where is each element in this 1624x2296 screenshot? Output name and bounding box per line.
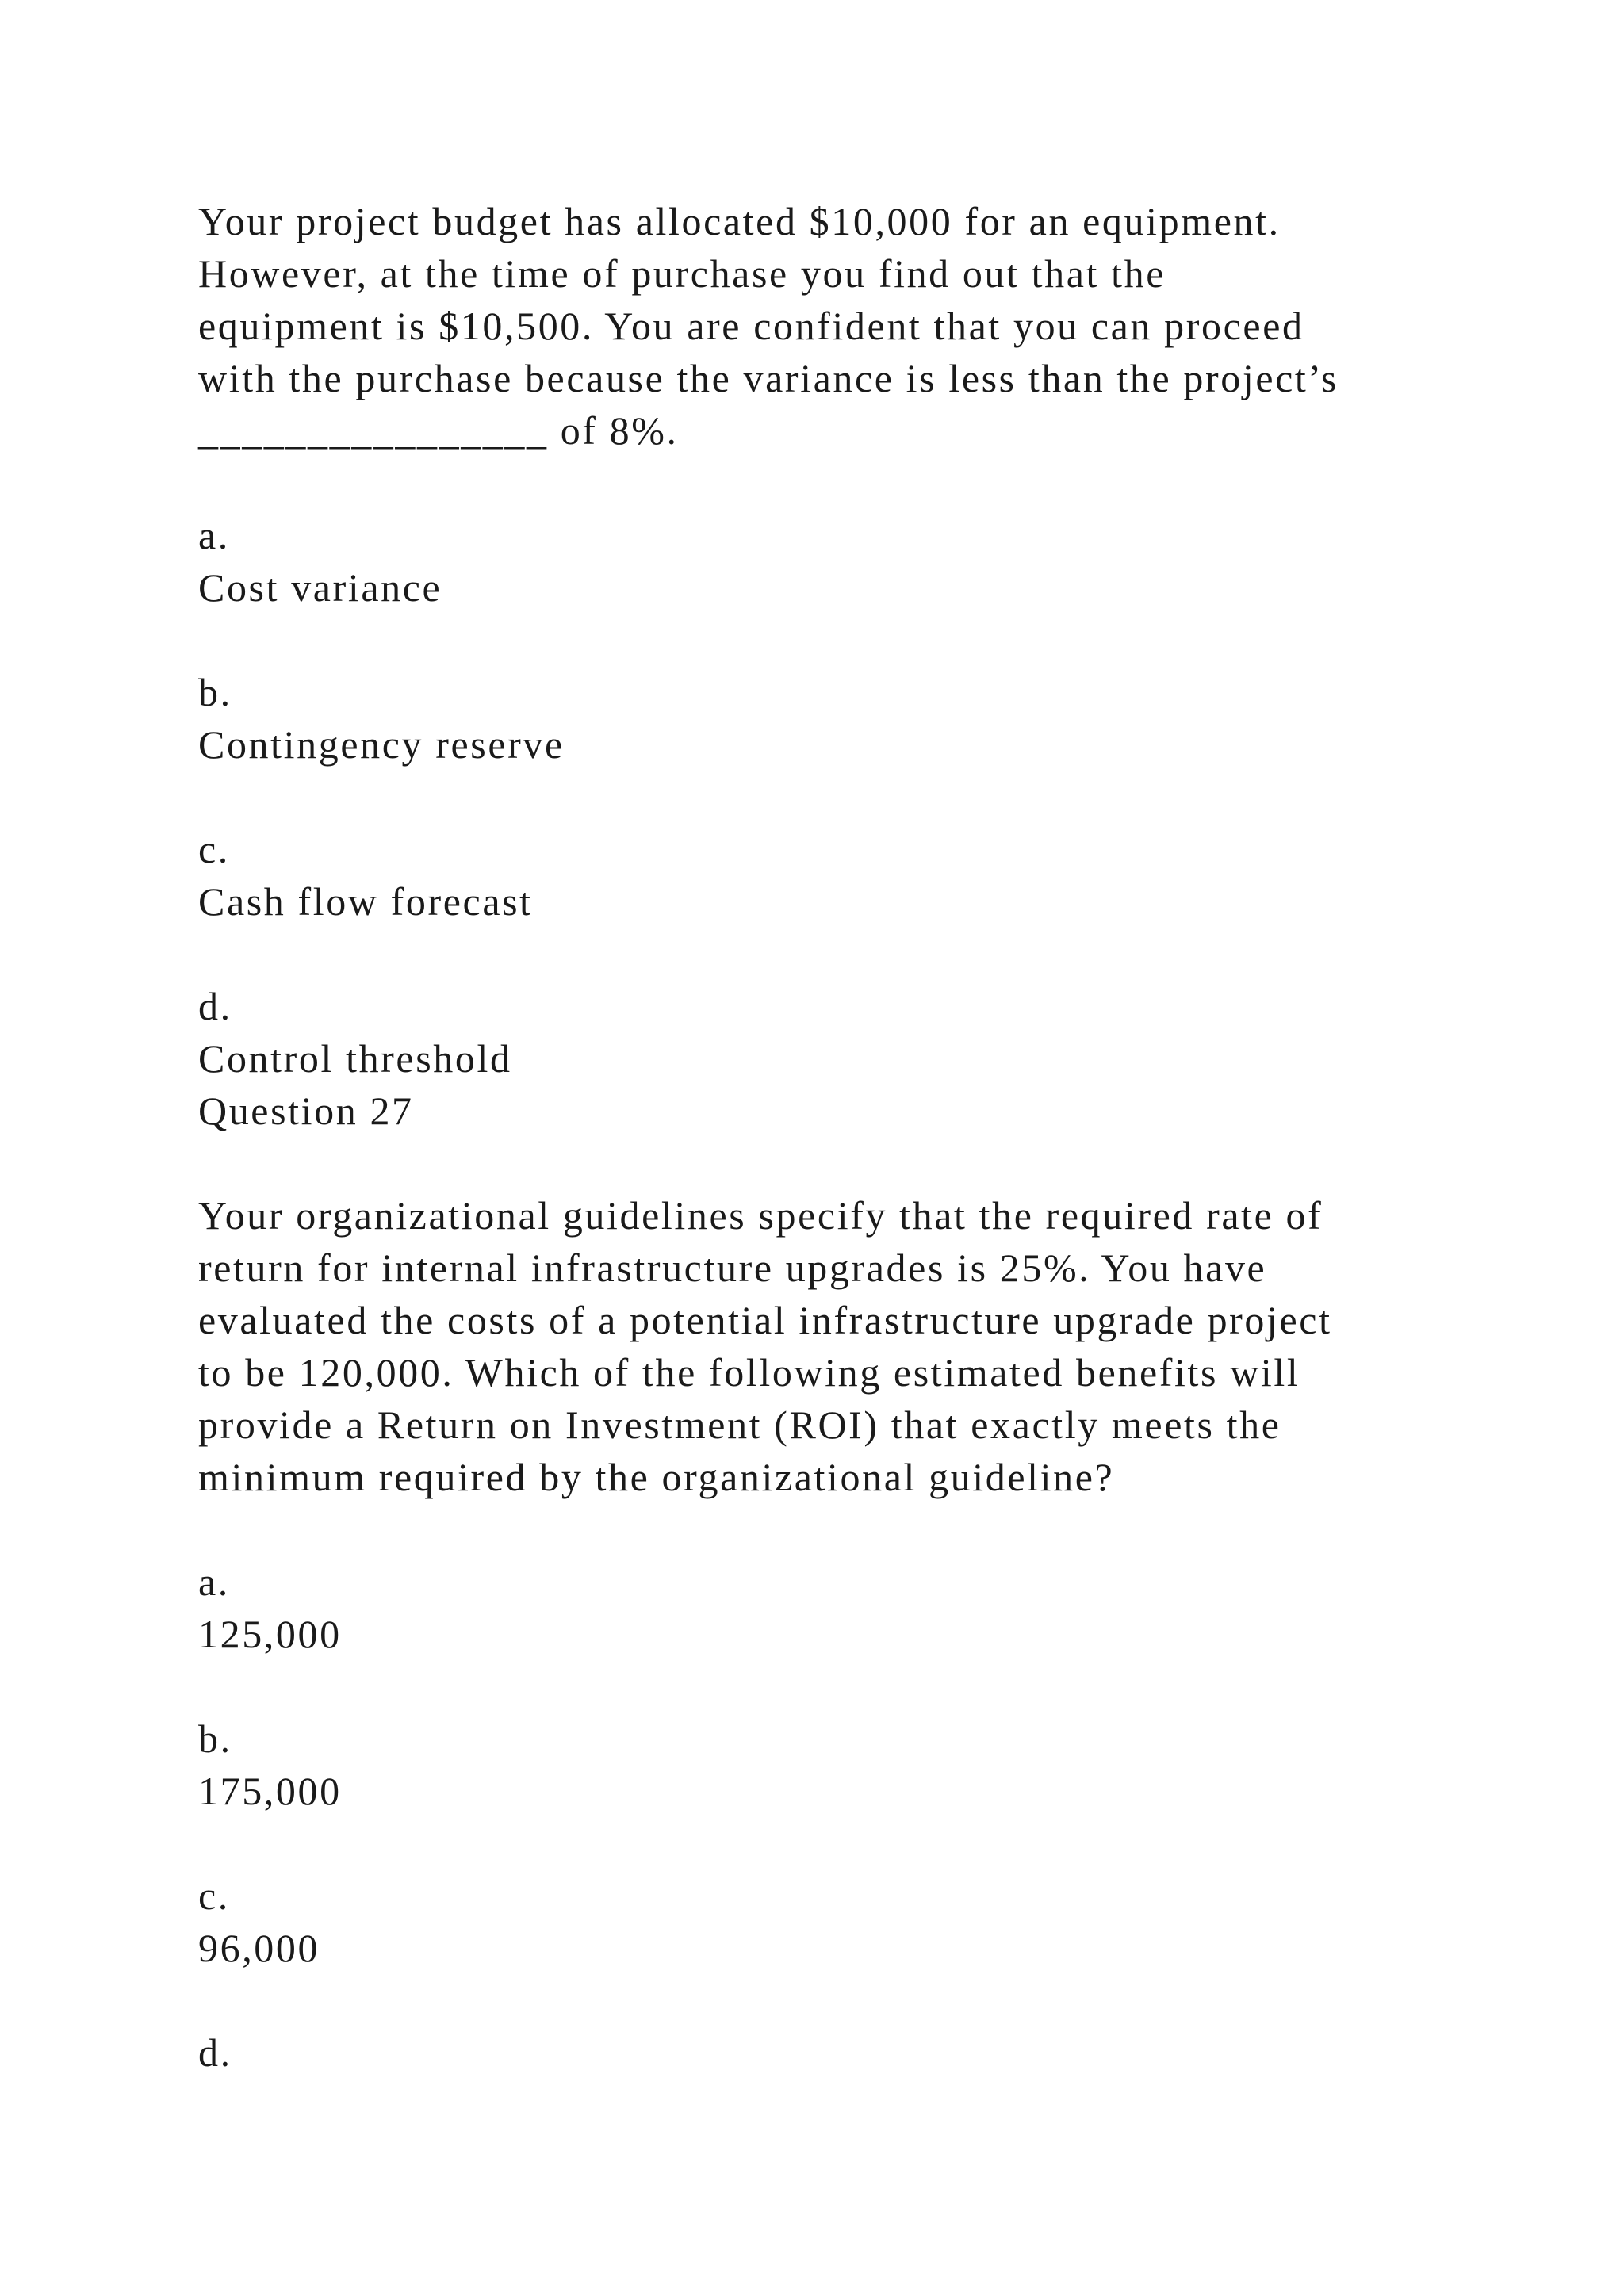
stem-line: ________________ of 8%. (198, 408, 679, 453)
option-letter: b. (198, 670, 232, 714)
stem-line: Your project budget has allocated $10,000 for an equipment. (198, 199, 1281, 243)
stem-line: to be 120,000. Which of the following estimated benefits will (198, 1350, 1300, 1395)
option-text: Cost variance (198, 565, 442, 610)
option-text: Contingency reserve (198, 722, 565, 767)
question-27 (198, 1085, 1499, 2079)
question-27-stem (198, 1189, 1499, 1503)
option-letter: d. (198, 2030, 232, 2075)
option-letter: b. (198, 1716, 232, 1761)
stem-line: evaluated the costs of a potential infrastructure upgrade project (198, 1298, 1332, 1342)
question-26-stem (198, 195, 1499, 457)
option-b (198, 1712, 1499, 1817)
stem-line: minimum required by the organizational guideline? (198, 1455, 1115, 1499)
question-heading: Question 27 (198, 1089, 414, 1133)
stem-line: provide a Return on Investment (ROI) that exactly meets the (198, 1402, 1281, 1447)
question-26 (198, 195, 1499, 1085)
stem-line: return for internal infrastructure upgrades is 25%. You have (198, 1246, 1267, 1290)
option-b (198, 666, 1499, 771)
stem-line: However, at the time of purchase you find out that the (198, 251, 1166, 296)
option-letter: a. (198, 1559, 230, 1604)
option-d (198, 2026, 1499, 2079)
stem-line: with the purchase because the variance is less than the project’s (198, 356, 1339, 400)
option-letter: c. (198, 827, 230, 871)
option-a (198, 1556, 1499, 1660)
option-letter: d. (198, 984, 232, 1028)
option-c (198, 1869, 1499, 1974)
option-text: 125,000 (198, 1612, 342, 1656)
document-body (198, 195, 1499, 2079)
option-text: Control threshold (198, 1036, 512, 1081)
stem-line: Your organizational guidelines specify that the required rate of (198, 1193, 1323, 1238)
option-letter: a. (198, 513, 230, 557)
option-a (198, 509, 1499, 614)
option-text: 96,000 (198, 1926, 320, 1970)
option-letter: c. (198, 1873, 230, 1918)
option-text: 175,000 (198, 1769, 342, 1813)
stem-line: equipment is $10,500. You are confident that you can proceed (198, 304, 1304, 348)
option-d (198, 980, 1499, 1085)
option-c (198, 823, 1499, 928)
option-text: Cash flow forecast (198, 879, 533, 924)
